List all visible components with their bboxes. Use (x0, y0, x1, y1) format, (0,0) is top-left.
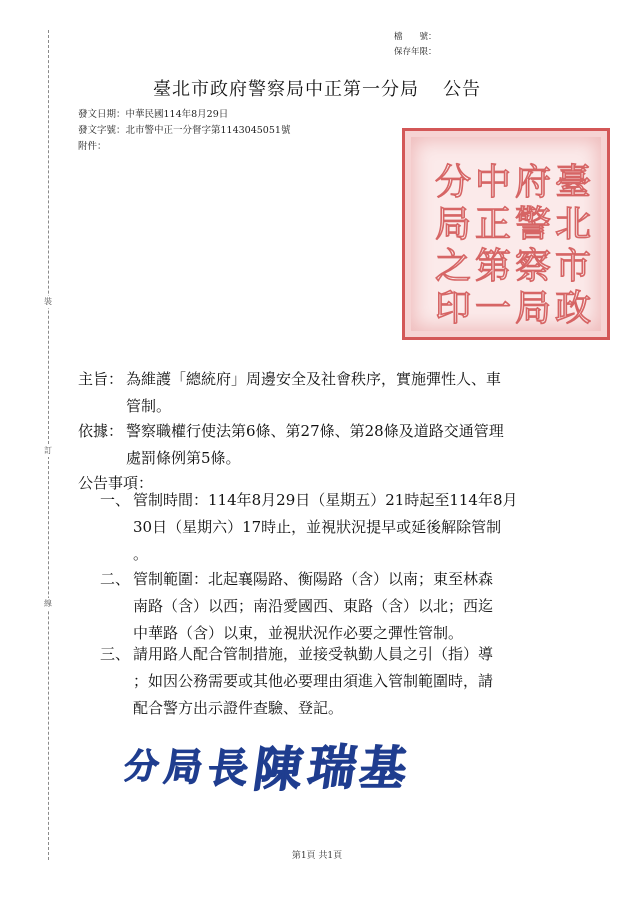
signature-image (121, 728, 418, 798)
notice-item-2-num: 二、 (100, 570, 131, 588)
notice-item-3-num: 三、 (100, 645, 131, 663)
seal-character: 第 (474, 245, 512, 287)
seal-character: 府 (514, 161, 552, 203)
seal-character: 分 (434, 161, 472, 203)
issue-date: 發文日期：中華民國114年8月29日 (78, 109, 229, 120)
notice-item-1-line-2: 30日（星期六）17時止，並視狀況提早或延後解除管制 (133, 518, 502, 536)
seal-character: 中 (474, 161, 512, 203)
basis-line-1: 警察職權行使法第6條、第27條、第28條及道路交通管理 (126, 422, 504, 440)
notice-label: 公告事項： (78, 474, 154, 492)
title-doctype: 公告 (443, 79, 481, 100)
notice-item-2-line-3: 中華路（含）以東，並視狀況作必要之彈性管制。 (133, 624, 464, 642)
signature-glyph: 長 (205, 746, 252, 792)
notice-item-1 (133, 487, 593, 568)
seal-character: 政 (554, 287, 592, 329)
signature-glyph: 陳 (250, 742, 306, 798)
subject-label: 主旨： (78, 370, 124, 388)
seal-character: 印 (434, 287, 472, 329)
binding-mark-mid: 訂 (44, 446, 52, 455)
notice-item-3-line-1: 請用路人配合管制措施，並接受執勤人員之引（指）導 (133, 645, 494, 663)
title-org: 臺北市政府警察局中正第一分局 (153, 79, 419, 100)
document-number: 發文字號：北市警中正一分督字第1143045051號 (78, 125, 291, 136)
official-seal (402, 128, 610, 340)
binding-mark-top: 裝 (44, 297, 52, 306)
signature-glyph: 瑞 (304, 740, 361, 796)
retention-period-label: 保存年限： (394, 47, 437, 57)
page-indicator: 第1頁 共1頁 (291, 851, 343, 861)
signature-glyph: 基 (356, 741, 411, 795)
seal-character: 之 (434, 245, 472, 287)
archive-number-label: 檔 號： (394, 32, 437, 42)
subject-line-1: 為維護「總統府」周邊安全及社會秩序，實施彈性人、車 (126, 370, 502, 388)
notice-item-3-line-2: ；如因公務需要或其他必要理由須進入管制範圍時，請 (133, 672, 494, 690)
seal-character: 北 (554, 203, 592, 245)
seal-glyphs (405, 131, 607, 337)
page-title (0, 75, 634, 101)
seal-character: 市 (554, 245, 592, 287)
notice-item-3-line-3: 配合警方出示證件查驗、登記。 (133, 699, 344, 717)
signature-glyph: 分 (121, 747, 162, 787)
attachment-label: 附件： (78, 141, 107, 152)
subject-line-2: 管制。 (126, 397, 172, 415)
notice-item-2-line-1: 管制範圍：北起襄陽路、衡陽路（含）以南；東至林森 (133, 570, 494, 588)
signature-glyph: 局 (161, 746, 206, 790)
notice-item-1-line-3: 。 (133, 545, 149, 563)
notice-item-2-line-2: 南路（含）以西；南沿愛國西、東路（含）以北；西迄 (133, 597, 494, 615)
notice-item-3 (133, 641, 593, 722)
seal-character: 局 (434, 203, 472, 245)
notice-item-1-num: 一、 (100, 491, 131, 509)
seal-character: 察 (514, 245, 552, 287)
seal-character: 警 (514, 203, 552, 245)
basis-label: 依據： (78, 422, 124, 440)
seal-character: 正 (474, 203, 512, 245)
binding-mark-bottom: 線 (44, 599, 52, 608)
notice-item-2 (133, 566, 593, 647)
subject-text (126, 366, 586, 420)
basis-line-2: 處罰條例第5條。 (126, 449, 241, 467)
notice-item-1-line-1: 管制時間：114年8月29日（星期五）21時起至114年8月 (133, 491, 518, 509)
seal-character: 一 (474, 287, 512, 329)
basis-text (126, 418, 586, 472)
seal-character: 臺 (554, 161, 592, 203)
seal-character: 局 (514, 287, 552, 329)
